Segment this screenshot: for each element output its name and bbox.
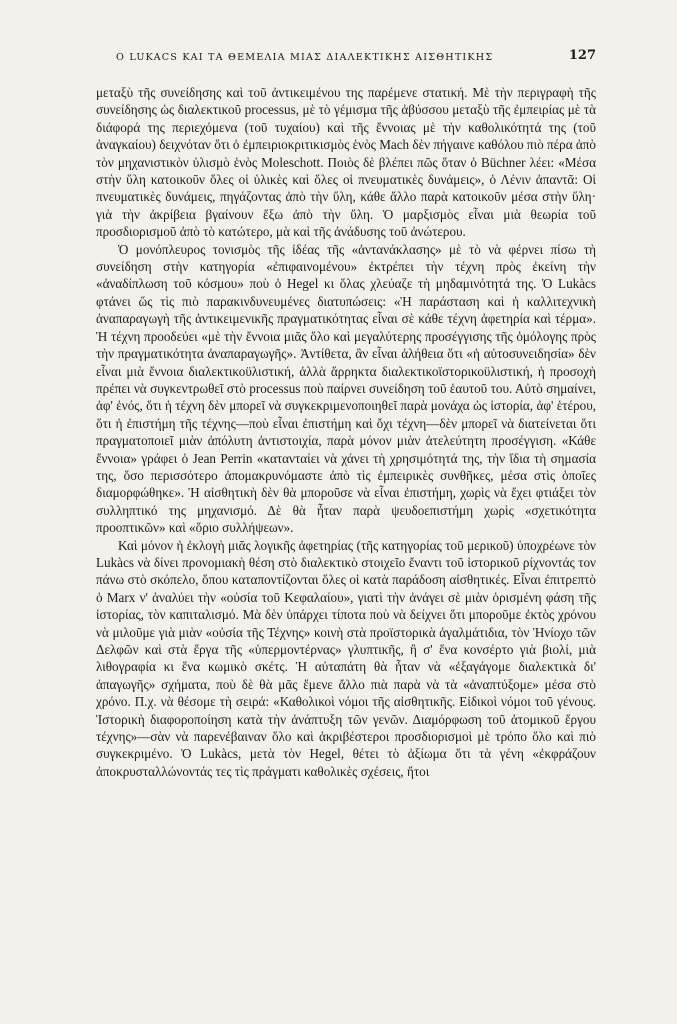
running-title: Ο LUKACS ΚΑΙ ΤΑ ΘΕΜΕΛΙΑ ΜΙΑΣ ΔΙΑΛΕΚΤΙΚΗΣ ΑΙΣΘΗΤΙΚΗΣ bbox=[116, 52, 494, 63]
paragraph: Ὁ μονόπλευρος τονισμὸς τῆς ἰδέας τῆς «ἀντανάκλασης» μὲ τὸ νὰ φέρνει πίσω τὴ συνείδηση στὴν κατηγορία «ἐπιφαινομένου» ἐκτρέπει τὴν τέχνη πρὸς ἐκείνη τὴν «ἀναδίπλωση τοῦ κόσμου» ποὺ ὁ Hegel κι ὅλας χλεύαζε τὴ μηδαμινότητά της. Ὁ Lukàcs φτάνει ὥς τὶς πιὸ παρακινδυνευμένες διατυπώσεις: «Ἡ παράσταση καὶ ἡ καλλιτεχνικὴ ἀναπαραγωγὴ τῆς ἀντικειμενικῆς πραγματικότητας εἶναι σὲ κάθε τέχνη ἀφετηρία καὶ τέρμα». Ἡ τέχνη προοδεύει «μὲ τὴν ἔννοια μιᾶς ὅλο καὶ μεγαλύτερης προσέγγισης τῆς ὁμόλογης πρὸς τὴν πραγματικότητα ἀναπαραγωγῆς». Ἀντίθετα, ἂν εἶναι ἀλήθεια ὅτι «ἡ αὐτοσυνειδησία» δὲν εἶναι μιὰ ἔννοια διαλεκτικοϋλιστική, ἀλλὰ ἄρρηκτα διαλεκτικοϊστορικοϋλιστική, ἡ προσοχὴ πρέπει νὰ συγκεντρωθεῖ στὸ processus ποὺ παίρνει συνείδηση τοῦ ἑαυτοῦ του. Αὐτὸ σημαίνει, ἀφ' ἑνός, ὅτι ἡ τέχνη δὲν μπορεῖ νὰ συγκεκριμενοποιηθεῖ παρὰ μονάχα ὡς ἱστορία, ἀφ' ἑτέρου, ὅτι ἡ ἐπιστήμη τῆς τέχνης—ποὺ εἶναι ἐπιστήμη καὶ ὄχι τέχνη—δὲν μπορεῖ νὰ διατείνεται ὅτι πραγματοποιεῖ μιὰν ἀπόλυτη ἀντιστοιχία, παρὰ μόνον μιὰν ἀτελεύτητη προσέγγιση. «Κάθε ἔννοια» γράφει ὁ Jean Perrin «κατανταίει νὰ χάνει τὴ χρησιμότητά της, τὴν ἴδια τὴ σημασία της, ὅσο περισσότερο ἀπομακρυνόμαστε ἀπὸ τὶς ἐμπειρικὲς συνθῆκες, μέσα στὶς ὁποῖες διαμορφώθηκε». Ἡ αἰσθητικὴ δὲν θὰ μποροῦσε νὰ εἶναι ἐπιστήμη, χωρὶς νὰ ἔχει φτιάξει τὸν συλληπτικό της μηχανισμό. Δὲ θὰ ἦταν παρὰ ψευδοεπιστήμη χωρὶς «σχετικότητα προοπτικῶν» καὶ «ὅριο συλλήψεων». bbox=[96, 241, 596, 536]
page-number: 127 bbox=[568, 48, 596, 63]
paragraph: μεταξὺ τῆς συνείδησης καὶ τοῦ ἀντικειμένου της παρέμενε στατική. Μὲ τὴν περιγραφὴ τῆς συνείδησης ὡς διαλεκτικοῦ processus, μὲ τὸ γέμισμα τῆς ἀβύσσου μεταξὺ τῆς ἐμπειρίας μὲ τὰ διάφορά της περιεχόμενα (τοῦ τυχαίου) καὶ τῆς ἔννοιας μὲ τὴν καθολικότητά της (τοῦ ἀναγκαίου) δειχνόταν ὅτι ὁ ἐμπειριοκριτικισμὸς ἑνὸς Mach δὲν πήγαινε καθόλου πιὸ πέρα ἀπὸ τὸν μηχανιστικὸν ὑλισμὸ ἑνὸς Moleschott. Ποιὸς δὲ βλέπει πῶς ὅταν ὁ Büchner λέει: «Μέσα στὴν ὕλη κατοικοῦν ὅλες οἱ ὑλικὲς καὶ ὅλες οἱ πνευματικὲς δυνάμεις», ὁ Λένιν ἀπαντᾶ: Οἱ πνευματικὲς δυνάμεις, πηγάζοντας ἀπὸ τὴν ὕλη, κάθε ἄλλο παρὰ κατοικοῦν μέσα στὴν ὕλη· γιὰ τὴν ἀκρίβεια βγαίνουν ἔξω ἀπὸ τὴν ὕλη. Ὁ μαρξισμὸς εἶναι μιὰ θεωρία τοῦ προσδιορισμοῦ ἀπὸ τὸ κατώτερο, μὰ καὶ τῆς ἀνάδυσης τοῦ ἀνώτερου. bbox=[96, 85, 596, 240]
body-text bbox=[96, 84, 596, 780]
page-header bbox=[96, 48, 596, 68]
paragraph: Καὶ μόνον ἡ ἐκλογὴ μιᾶς λογικῆς ἀφετηρίας (τῆς κατηγορίας τοῦ μερικοῦ) ὑποχρέωνε τὸν Lukàcs νὰ δίνει προνομιακὴ θέση στὸ διαλεκτικὸ στοιχεῖο ἔναντι τοῦ ἱστορικοῦ ρίχνοντάς τον πάνω στὸ σκόπελο, ὅπου καταποντίζονται ὅλες οἱ κατὰ παράδοση αἰσθητικές. Εἶναι ἐπιτρεπτὸ ὁ Marx ν' ἀναλύει τὴν «οὐσία τοῦ Κεφαλαίου», γιατὶ τὴν ἀνάγει σὲ μιὰν ὁρισμένη φάση τῆς ἱστορίας, τὸν καπιταλισμό. Μὰ δὲν ὑπάρχει τίποτα ποὺ νὰ δείχνει ὅτι μποροῦμε ἐκτὸς χρόνου νὰ μιλοῦμε γιὰ μιὰν «οὐσία τῆς Τέχνης» κοινὴ στὰ προϊστορικὰ ἀγαλμάτιδια, τὸν Ἡνίοχο τῶν Δελφῶν καὶ στὰ ἔργα τῆς «ὑπερμοντέρνας» γλυπτικῆς, ἢ σ' ἕνα κονσέρτο γιὰ βιολί, μιὰ λιθογραφία κι ἕνα κωμικὸ σκέτς. Ἡ αὐταπάτη θὰ ἦταν νὰ «ἐξαγάγομε διαλεκτικὰ δι' ἀπαγωγῆς» σχήματα, ποὺ δὲ θὰ μᾶς ἔμενε ἄλλο πιὰ παρὰ νὰ τὰ «ἀναπτύξομε» μέσα στὸ χρόνο. Π.χ. νὰ θέσομε τὴ σειρά: «Καθολικοὶ νόμοι τῆς αἰσθητικῆς. Εἰδικοὶ νόμοι τοῦ γένους. Ἱστορικὴ διαφοροποίηση κατὰ τὴν ἀνάπτυξη τῶν γενῶν. Διαμόρφωση τοῦ ἀτομικοῦ ἔργου τέχνης»—σὰν νὰ παρενέβαιναν ὅλο καὶ ἀκριβέστεροι προσδιορισμοὶ μὲ τρόπο ὅλο καὶ πιὸ συγκεκριμένο. Ὁ Lukàcs, μετὰ τὸν Hegel, θέτει τὸ ἀξίωμα ὅτι τὰ γένη «ἐκφράζουν ἀποκρυσταλλώνοντάς τες τὶς πράγματι καθολικὲς σχέσεις, ἤτοι bbox=[96, 537, 596, 779]
